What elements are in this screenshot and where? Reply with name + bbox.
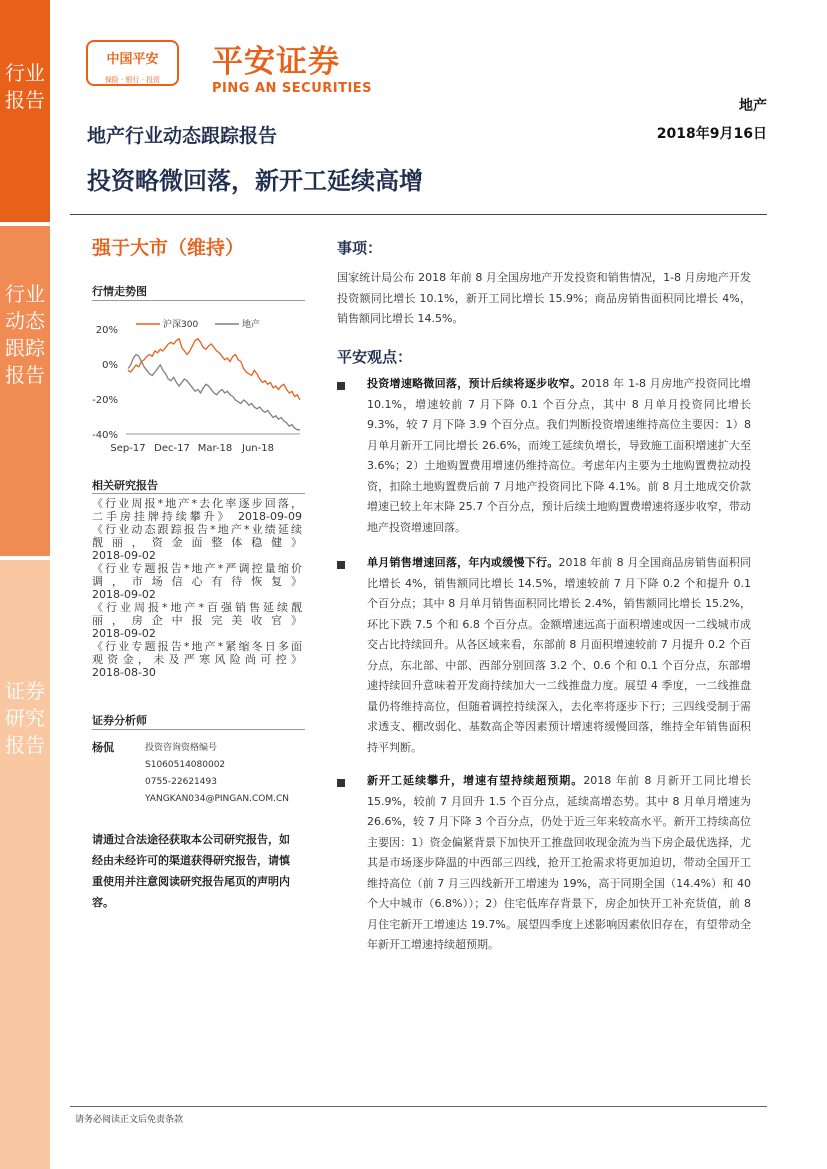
securities-en-name: PING AN SECURITIES [212,81,373,96]
view-lead: 新开工延续攀升，增速有望持续超预期。 [367,774,584,787]
x-tick-label: Mar-18 [197,443,233,454]
bullet-icon [337,382,345,390]
ping-an-securities-logo [212,36,372,96]
y-tick-label: -20% [92,395,118,406]
y-tick-label: 0% [102,360,118,371]
analyst-phone: 0755-22621493 [145,777,217,787]
chart-title-divider [92,300,305,301]
series-line-property [128,355,300,430]
footer-divider [70,1106,767,1107]
sidebar-category-dynamic-tracking: 行业动态跟踪报告 [0,226,50,556]
analyst-name: 杨侃 [92,741,114,754]
bullet-icon [337,561,345,569]
y-tick-label: 20% [95,325,118,336]
related-title: 相关研究报告 [92,479,158,492]
market-trend-chart [88,310,310,460]
view-lead: 投资增速略微回落，预计后续将逐步收窄。 [367,377,582,390]
view-text: 2018 年前 8 月新开工同比增长 15.9%，较前 7 月回升 1.5 个百分点，延续高增态势。其中 8 月单月增速为 26.6%，较 7 月下降 3 个百分点，仍处于近三年来较高水平。新开工持续高位主要因：1）资金偏紧背景下加快开工推盘回收现金流为当下房企最优选择，尤其是市场逐步降温的中西部三四线，抢开工抢需求将更加迫切，带动全国开工维持高位（前 7 月三四线新开工增速为 19%，高于同期全国（14.4%）和 40 个大中城市（6.8%））；2）住宅低库存背景下，房企加快开工补充货值，前 8 月住宅新开工增速达 19.7%。展望四季度上述影响因素依旧存在，有望带动全年新开工增速持续超预期。 [367,774,752,951]
sector-label: 地产 [739,98,767,114]
analyst-cert-no: S1060514080002 [145,760,226,770]
analyst-divider [92,729,305,730]
series-line-hs300 [128,339,300,400]
related-report-item[interactable]: 《行业专题报告*地产*严调控量缩价 调，市场信心有待恢复》 2018-09-02 [92,562,302,601]
bullet-icon [337,779,345,787]
view-item-investment [367,374,751,538]
analyst-title: 证券分析师 [92,714,147,727]
analyst-cert-label: 投资咨询资格编号 [145,743,218,753]
related-report-item[interactable]: 《行业周报*地产*去化率逐步回落， 二手房挂牌持续攀升》 2018-09-09 [92,497,302,523]
views-title: 平安观点： [337,348,413,366]
x-tick-label: Dec-17 [154,443,190,454]
sidebar-category-industry-report: 行业报告 [0,0,50,222]
view-item-new-starts [367,771,751,956]
report-type: 地产行业动态跟踪报告 [87,125,278,147]
x-tick-label: Jun-18 [242,443,274,454]
page-title: 投资略微回落，新开工延续高增 [87,167,423,195]
report-date: 2018年9月16日 [656,126,767,142]
related-report-item[interactable]: 《行业动态跟踪报告*地产*业绩延续 靓丽，资金面整体稳健》 2018-09-02 [92,523,302,562]
x-tick-label: Sep-17 [110,443,146,454]
ping-an-group-logo [86,40,179,86]
usage-warning: 请通过合法途径获取本公司研究报告，如经由未经许可的渠道获得研究报告，请慎重使用并注意阅读研究报告尾页的声明内容。 [92,833,290,909]
analyst-email[interactable]: YANGKAN034@PINGAN.COM.CN [145,794,290,804]
y-tick-label: -40% [92,430,118,441]
view-item-sales [367,553,751,758]
sidebar-category-securities-research: 证券研究报告 [0,560,50,1169]
view-text: 2018 年 1-8 月房地产投资同比增 10.1%，增速较前 7 月下降 0.1 个百分点，其中 8 月单月投资同比增长 9.3%，较 7 月下降 3.9 个百分点。我们判断投资增速维持高位主要因：1）8 月单月新开工同比增长 26.6%，而竣工延续负增长，导致施工面积增速扩大至 3.6%；2）土地购置费用增速仍维持高位。考虑年内主要为土地购置费拉动投资，扣除土地购置费后前 7 月地产投资同比下降 4.1%。前 8 月土地成交价款增速已较上年末降 25.7 个百分点，预计后续土地购置费增速将逐步收窄，带动地产投资增速回落。 [367,377,752,534]
related-report-item[interactable]: 《行业周报*地产*百强销售延续靓 丽，房企中报完美收官》 2018-09-02 [92,601,302,640]
related-report-item[interactable]: 《行业专题报告*地产*紧缩冬日多面 观资金，未及严寒风险尚可控》 2018-08-30 [92,640,302,679]
related-reports-list [92,497,302,679]
view-text: 2018 年前 8 月全国商品房销售面积同比增长 4%，销售额同比增长 14.5%，增速较前 7 月下降 0.2 个和提升 0.1 个百分点；其中 8 月单月销售面积同比增长 2.4%，销售额同比增长 15.2%，环比下跌 7.5 个和 6.8 个百分点。金额增速远高于面积增速或因一二线城市成交占比持续回升。从各区域来看，东部前 8 月面积增速较前 7 月提升 0.2 个百分点，东北部、中部、西部分别回落 3.2 个、0.6 个和 0.1 个百分点，东部增速持续回升意味着开发商持续加大一二线推盘力度。展望 4 季度，一二线推盘量仍将维持高位，但随着调控持续深入，去化率将逐步下行；三四线受制于需求透支、棚改弱化、基数高企等因素预计增速将缓慢回落，维持全年销售面积持平判断。 [367,556,752,754]
related-divider [92,493,305,494]
events-title: 事项： [337,239,383,257]
header-divider [70,214,767,215]
rating: 强于大市（维持） [92,237,245,259]
legend-property: 地产 [242,320,261,330]
footer-disclaimer[interactable]: 请务必阅读正文后免责条款 [75,1115,184,1125]
group-name: 中国平安 [106,52,159,67]
legend-hs300: 沪深300 [163,320,199,330]
securities-cn-name: 平安证券 [212,44,340,80]
view-lead: 单月销售增速回落，年内或缓慢下行。 [367,556,559,569]
group-tagline: 保险 · 银行 · 投资 [104,76,161,84]
events-text: 国家统计局公布 2018 年前 8 月全国房地产开发投资和销售情况，1-8 月房地产开发投资额同比增长 10.1%，新开工同比增长 15.9%；商品房销售面积同比增长 4%，销售额同比增长 14.5%。 [337,271,751,325]
analyst-details [145,740,289,808]
chart-section-title: 行情走势图 [92,285,147,298]
